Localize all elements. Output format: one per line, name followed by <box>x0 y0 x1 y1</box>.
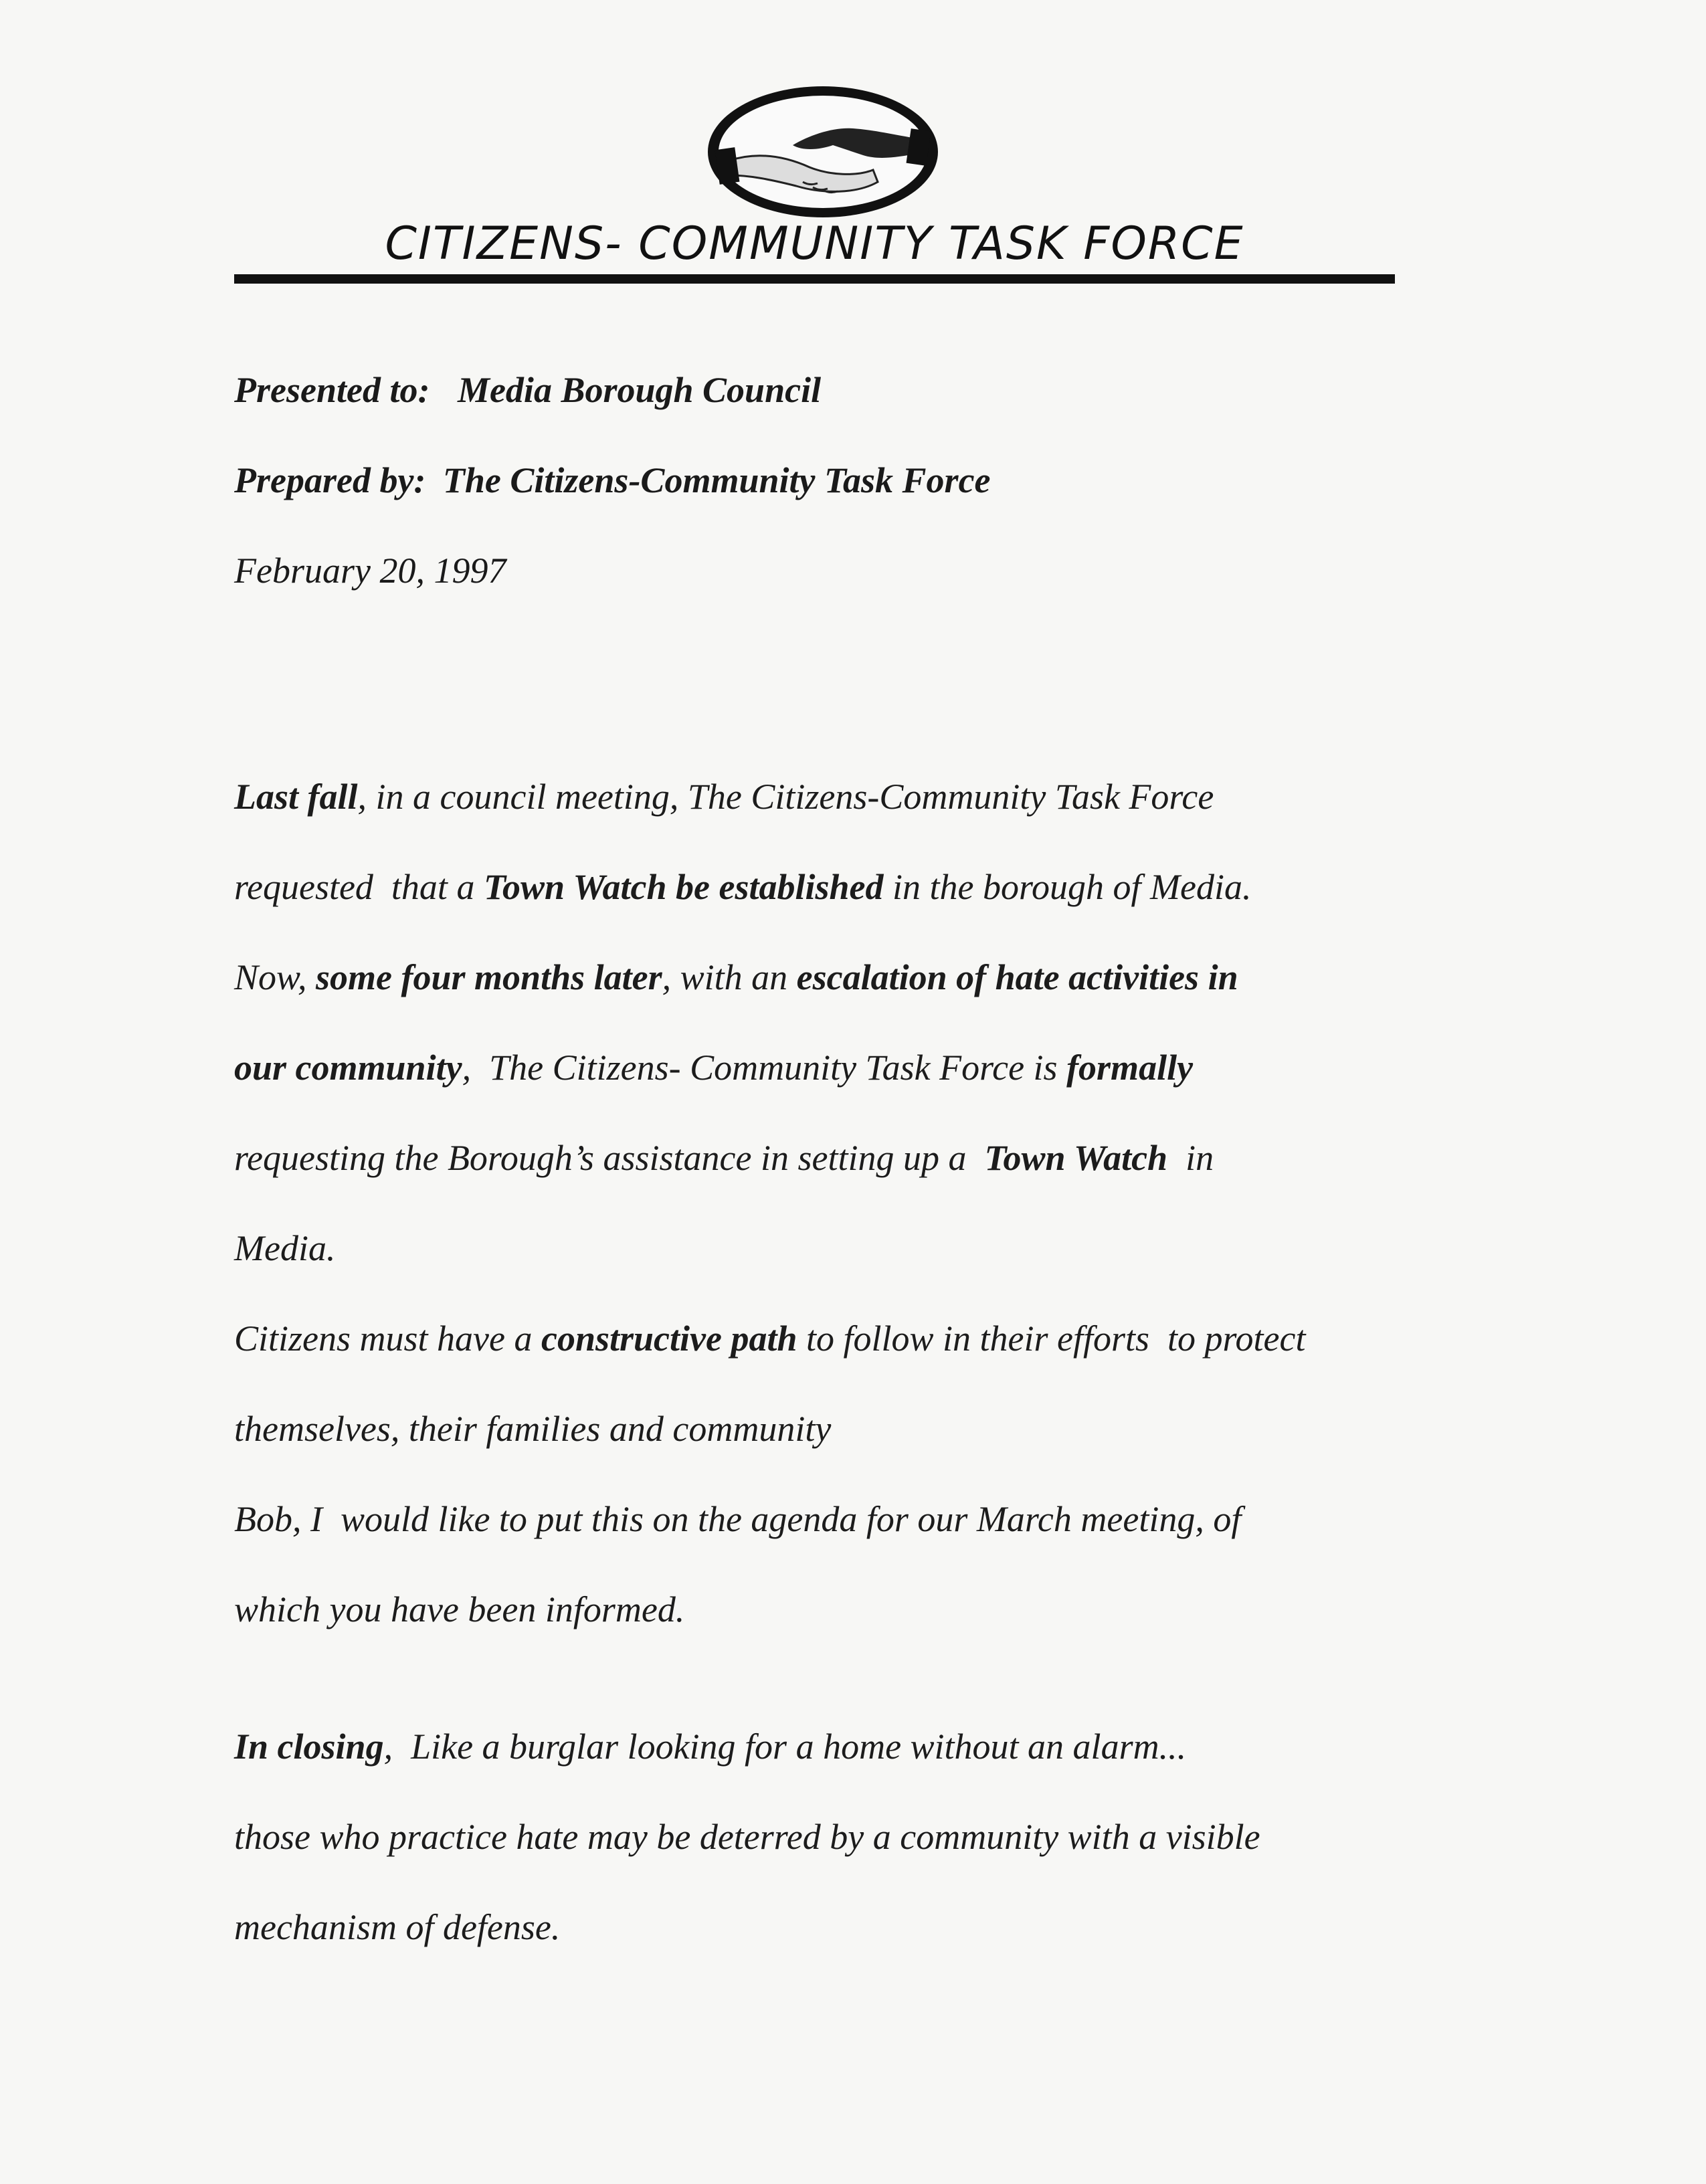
text: , with an <box>662 957 797 997</box>
presented-label: Presented to: <box>234 370 430 410</box>
body-line <box>234 776 1214 817</box>
text: , Like a burglar looking for a home without an alarm... <box>383 1726 1187 1767</box>
text: to follow in their efforts to protect <box>797 1318 1306 1359</box>
body-line: those who practice hate may be deterred by a community with a visible <box>234 1817 1260 1857</box>
emphasis: escalation of hate activities in <box>796 957 1238 997</box>
prepared-label: Prepared by: <box>234 460 426 500</box>
text: , The Citizens- Community Task Force is <box>462 1048 1067 1088</box>
handshake-icon <box>702 82 943 222</box>
title-rule <box>234 274 1395 284</box>
body-line: mechanism of defense. <box>234 1907 561 1947</box>
text: Now, <box>234 957 316 997</box>
body-line <box>234 1318 1305 1359</box>
presented-value: Media Borough Council <box>457 370 822 410</box>
text: in the borough of Media. <box>883 867 1252 907</box>
text: , in a council meeting, The Citizens-Community Task Force <box>357 777 1214 817</box>
org-title: CITIZENS- COMMUNITY TASK FORCE <box>385 217 1244 270</box>
emphasis: Town Watch <box>984 1138 1168 1178</box>
body-line: Bob, I would like to put this on the agenda for our March meeting, of <box>234 1499 1242 1539</box>
body-line <box>234 1137 1214 1179</box>
presented-to-line <box>234 369 821 411</box>
body-line <box>234 866 1251 908</box>
body-line <box>234 1726 1186 1767</box>
emphasis: Last fall <box>234 777 358 817</box>
text: Citizens must have a <box>234 1318 541 1359</box>
text: requested that a <box>234 867 484 907</box>
text: requesting the Borough’s assistance in setting up a <box>234 1138 985 1178</box>
body-line <box>234 957 1238 998</box>
emphasis: formally <box>1066 1048 1194 1088</box>
text: in <box>1167 1138 1214 1178</box>
emphasis: Town Watch be established <box>483 867 884 907</box>
body-line: which you have been informed. <box>234 1589 685 1629</box>
emphasis: our community <box>234 1048 462 1088</box>
emphasis: some four months later <box>316 957 662 997</box>
prepared-value: The Citizens-Community Task Force <box>442 460 991 500</box>
document-date: February 20, 1997 <box>234 551 506 591</box>
emphasis: In closing <box>234 1726 384 1767</box>
body-line <box>234 1047 1193 1088</box>
prepared-by-line <box>234 460 991 501</box>
body-line: Media. <box>234 1228 336 1268</box>
emphasis: constructive path <box>541 1318 797 1359</box>
body-line: themselves, their families and community <box>234 1409 832 1449</box>
